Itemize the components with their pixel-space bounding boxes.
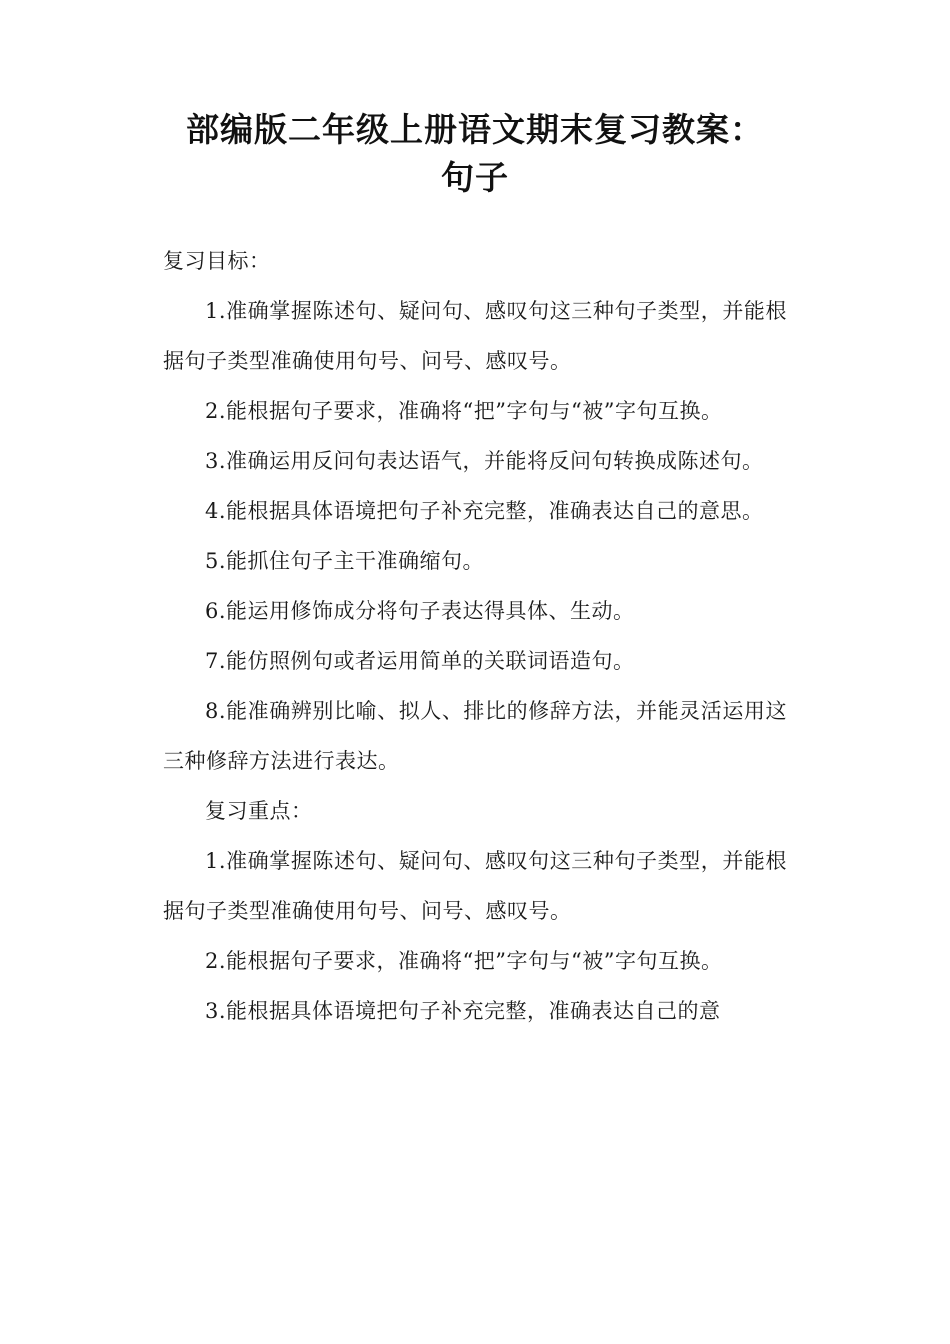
key-point-item-3: 3.能根据具体语境把句子补充完整，准确表达自己的意 <box>205 999 721 1023</box>
document-body <box>163 236 787 1036</box>
goal-item-3: 3.准确运用反问句表达语气，并能将反问句转换成陈述句。 <box>205 449 764 473</box>
goal-item-7: 7.能仿照例句或者运用简单的关联词语造句。 <box>205 649 635 673</box>
goal-item-4: 4.能根据具体语境把句子补充完整，准确表达自己的意思。 <box>205 499 764 523</box>
goal-item-6: 6.能运用修饰成分将句子表达得具体、生动。 <box>205 599 635 623</box>
key-point-item-1: 1.准确掌握陈述句、疑问句、感叹句这三种句子类型，并能根据句子类型准确使用句号、问号、感叹号。 <box>163 849 787 923</box>
document-title-line-2: 句子 <box>441 158 509 197</box>
goal-item-8: 8.能准确辨别比喻、拟人、排比的修辞方法，并能灵活运用这三种修辞方法进行表达。 <box>163 699 787 773</box>
goal-item-2: 2.能根据句子要求，准确将“把”字句与“被”字句互换。 <box>205 399 723 423</box>
document-title-line-1: 部编版二年级上册语文期末复习教案： <box>186 110 764 149</box>
key-point-item-2: 2.能根据句子要求，准确将“把”字句与“被”字句互换。 <box>205 949 723 973</box>
goal-item-1: 1.准确掌握陈述句、疑问句、感叹句这三种句子类型，并能根据句子类型准确使用句号、问号、感叹号。 <box>163 299 787 373</box>
section-heading-key-points: 复习重点： <box>205 799 313 823</box>
section-heading-goals: 复习目标： <box>163 249 271 273</box>
goal-item-5: 5.能抓住句子主干准确缩句。 <box>205 549 485 573</box>
